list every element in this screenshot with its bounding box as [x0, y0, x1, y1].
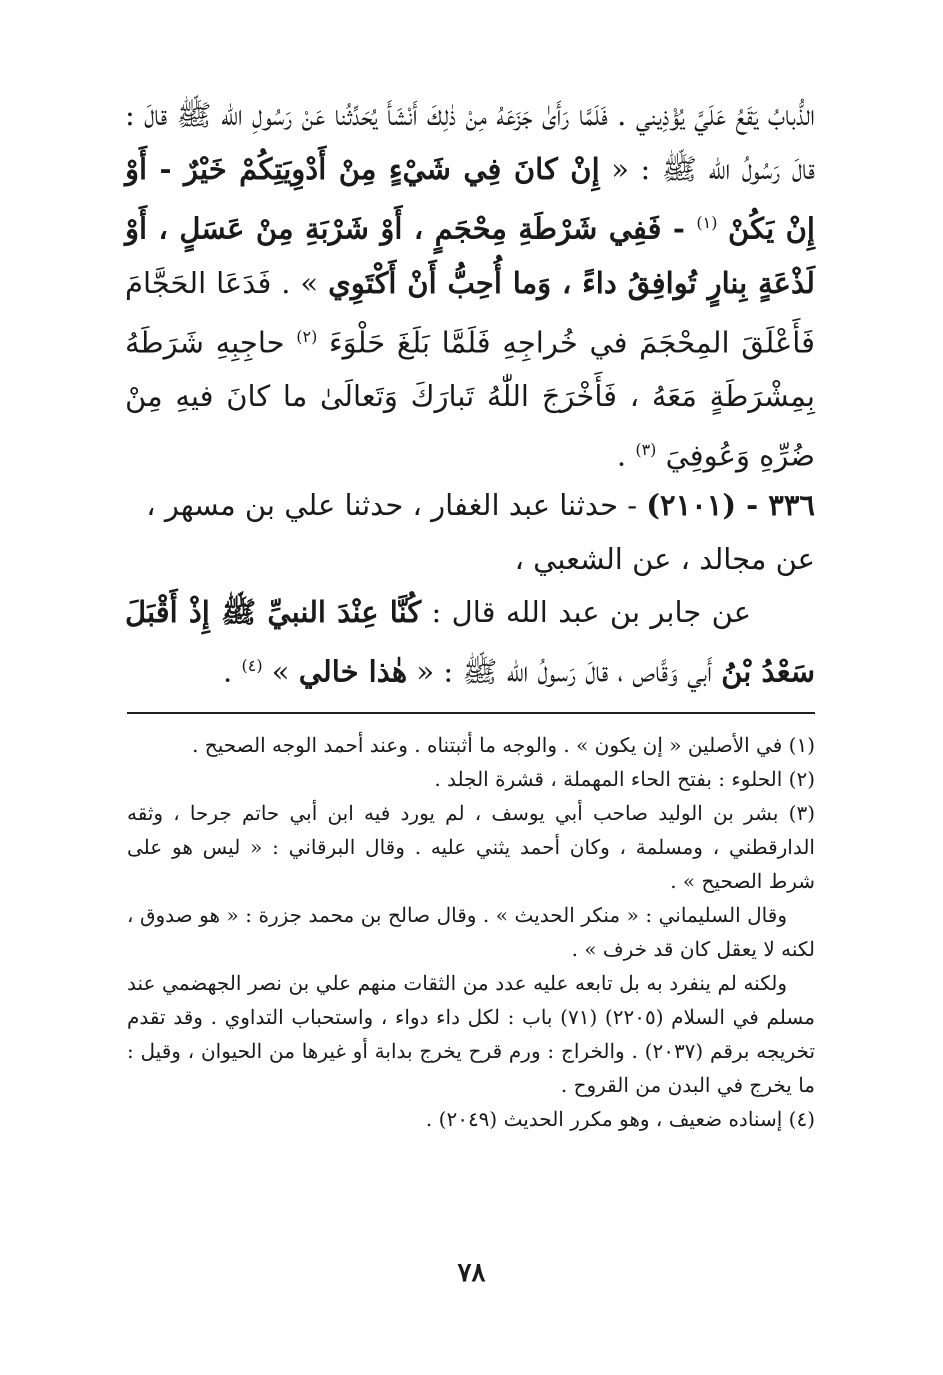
narrative-end: .: [616, 438, 636, 473]
footnote-ref-3: (٣): [635, 440, 657, 460]
isnad-line-1: [125, 478, 815, 532]
footnote-ref-2: (٢): [296, 326, 318, 346]
footnotes-section: [127, 728, 815, 1136]
hadith-entry-336: [125, 478, 815, 586]
paragraph-1: [125, 88, 815, 483]
footnote-3-cont-2: ولكنه لم ينفرد به بل تابعه عليه عدد من الثقات منهم علي بن نصر الجهضمي عند مسلم في السلام (٢٢٠٥) (٧١) باب : لكل داء دواء ، واستحباب التداوي . وقد تقدم تخريجه برقم (٢٠٣٧) . والخراج : ورم قرح يخرج بدابة أو غيرها من الحيوان ، وقيل : ما يخرج في البدن من القروح .: [127, 971, 816, 1097]
prophetic-saying-cont: - فَفِي شَرْطَةِ مِحْجَمٍ ، أَوْ شَرْبَةِ مِنْ عَسَلٍ ، أَوْ لَذْعَةٍ بِنارٍ تُوافِقُ داءً ، وَما أُحِبُّ أَنْ أَكْتَوِي: [125, 211, 815, 300]
isnad-text-1: - حدثنا عبد الغفار ، حدثنا علي بن مسهر ،: [146, 488, 647, 522]
narrative-text: الذُّبابُ يَقَعُ عَلَيَّ يُؤْذِيني . فَلَمَّا رَأَىٰ جَزَعَهُ مِنْ ذٰلِكَ أَنْشَأَ يُحَدِّثُنا عَنْ رَسُولِ الله ﷺ قالَ : قالَ رَسُولُ الله ﷺ : «: [125, 98, 815, 186]
matn-bold: كُنَّا عِنْدَ النبيِّ ﷺ إِذْ أَقْبَلَ سَعْدُ بْنُ: [125, 595, 815, 689]
footnote-ref-4: (٤): [241, 656, 263, 675]
footnote-4: (٤) إسناده ضعيف ، وهو مكرر الحديث (٢٠٤٩) .: [425, 1107, 815, 1131]
footnote-3: (٣) بشر بن الوليد صاحب أبي يوسف ، لم يورد فيه ابن أبي حاتم جرحا ، وثقه الدارقطني ، ومسلمة ، وكان أحمد يثني عليه . وقال البرقاني : « ليس هو على شرط الصحيح » .: [127, 801, 815, 893]
matn-text: أَبي وَقَّاص ، قالَ رَسولُ الله ﷺ : «: [407, 654, 722, 689]
matn-saying: هٰذا خالي: [298, 654, 408, 689]
narrative-text-3: حاجِبِهِ شَرَطَهُ بِمِشْرَطَةٍ مَعَهُ ، فَأَخْرَجَ اللّٰهُ تَبارَكَ وَتَعالَىٰ ما كانَ فيهِ مِنْ ضُرِّهِ وَعُوفِيَ: [125, 325, 815, 473]
matn-intro: عن جابر بن عبد الله قال :: [421, 595, 752, 629]
isnad-line-2: عن مجالد ، عن الشعبي ،: [514, 542, 815, 576]
page-number: ٧٨: [457, 1258, 486, 1288]
hadith-text-continuation: [125, 88, 815, 483]
narrative-text-2: » . فَدَعَا الحَجَّامَ فَأَعْلَقَ المِحْجَمَ في خُراجِهِ فَلَمَّا بَلَغَ حَلْوَءَ: [125, 265, 815, 360]
footnote-3-cont-1: وقال السليماني : « منكر الحديث » . وقال صالح بن محمد جزرة : « هو صدوق ، لكنه لا يعقل كان قد خرف » .: [127, 903, 815, 961]
footnote-ref-1: (١): [696, 213, 718, 232]
hadith-matn: [125, 585, 815, 699]
footnote-divider: [127, 712, 815, 714]
matn-end: .: [223, 654, 242, 689]
matn-paragraph: [125, 585, 815, 699]
footnote-1: (١) في الأصلين « إن يكون » . والوجه ما أثبتناه . وعند أحمد الوجه الصحيح .: [192, 733, 815, 757]
prophetic-saying: إِنْ كانَ فِي شَيْءٍ مِنْ أَدْوِيَتِكُمْ خَيْرٌ - أَوْ إِنْ يَكُنْ: [125, 152, 815, 246]
matn-close: »: [262, 654, 299, 689]
hadith-number: ٣٣٦ - (٢١٠١): [646, 488, 815, 522]
footnote-2: (٢) الحلوء : بفتح الحاء المهملة ، قشرة الجلد .: [434, 767, 815, 791]
